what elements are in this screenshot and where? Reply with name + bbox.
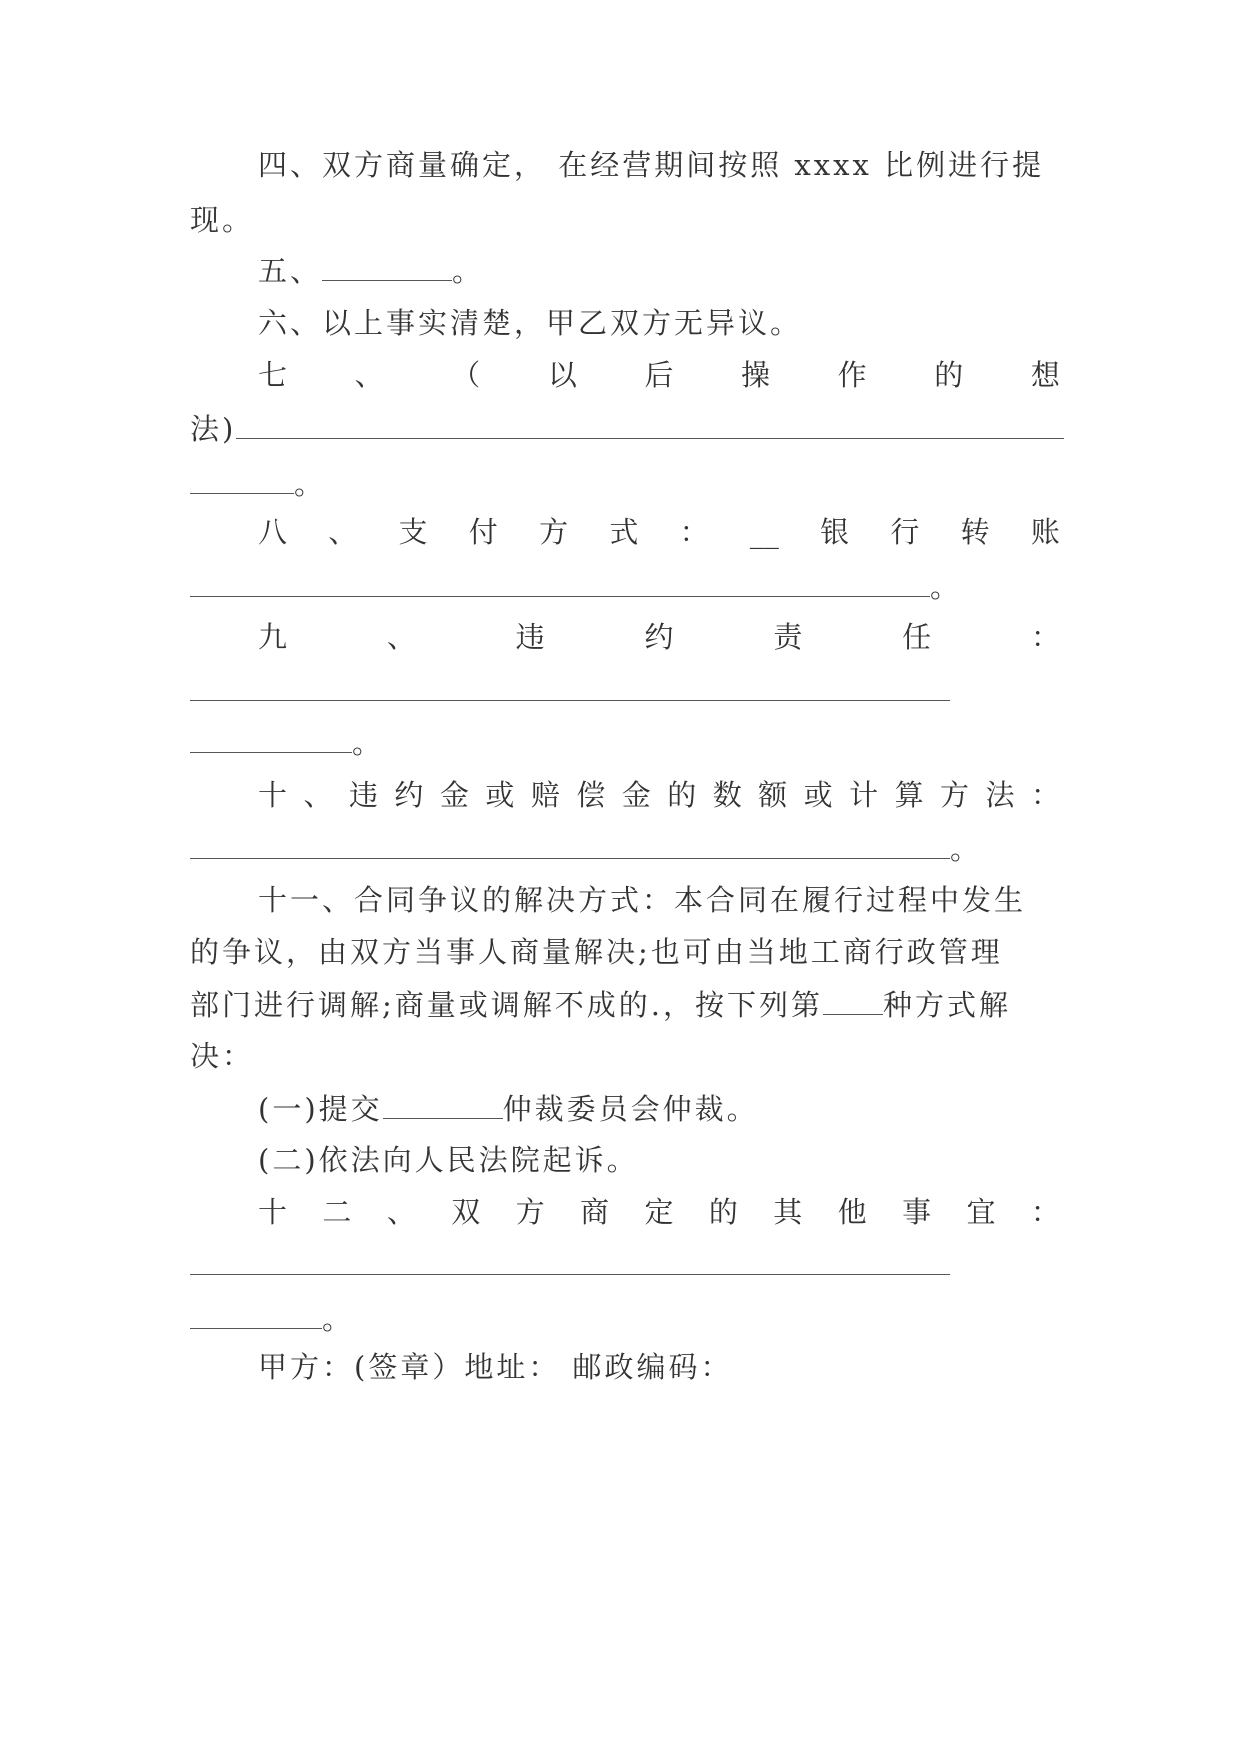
clause-12-blank xyxy=(190,1274,950,1275)
clause-11-choice-end: 种方式解 xyxy=(883,988,1012,1022)
spaced-char: 或 xyxy=(803,778,833,812)
spaced-char: 支 xyxy=(398,515,428,549)
spaced-char: 式 xyxy=(609,515,639,549)
spaced-char: 方 xyxy=(515,1195,545,1229)
spaced-char: 想 xyxy=(1030,358,1060,392)
spaced-char: 方 xyxy=(539,515,569,549)
clause-6: 六、以上事实清楚，甲乙双方无异议。 xyxy=(258,306,803,340)
spaced-char: 的 xyxy=(667,778,697,812)
clause-7-line-1 xyxy=(258,355,1060,395)
spaced-char: 转 xyxy=(960,515,990,549)
spaced-char: 二 xyxy=(322,1195,352,1229)
option-1-label: (一)提交 xyxy=(258,1092,383,1126)
spaced-char: 数 xyxy=(712,778,742,812)
option-1-blank xyxy=(383,1088,503,1119)
clause-12-end: 。 xyxy=(322,1302,355,1336)
party-a-signature-line: 甲方：(签章）地址： 邮政编码： xyxy=(258,1350,733,1384)
clause-8-end: 。 xyxy=(930,570,963,604)
clause-8-blank xyxy=(190,566,930,597)
spaced-char: 账 xyxy=(1030,515,1060,549)
spaced-char: 行 xyxy=(890,515,920,549)
clause-12-line-3 xyxy=(190,1298,1060,1338)
spaced-char: 后 xyxy=(644,358,674,392)
spaced-char: 他 xyxy=(837,1195,867,1229)
clause-11-choice-blank xyxy=(823,984,883,1015)
clause-9-line-1 xyxy=(258,617,1060,657)
clause-11-line-1: 十一、合同争议的解决方式：本合同在履行过程中发生 xyxy=(258,883,1027,917)
spaced-char: 约 xyxy=(394,778,424,812)
spaced-char: 计 xyxy=(849,778,879,812)
spaced-char: 任 xyxy=(902,620,932,654)
spaced-char: 作 xyxy=(837,358,867,392)
clause-9-end: 。 xyxy=(352,726,385,760)
clause-7-blank-cont xyxy=(190,463,294,494)
clause-12-line-1 xyxy=(258,1192,1060,1232)
clause-5-blank xyxy=(322,250,452,281)
clause-11-line-4: 决： xyxy=(190,1039,255,1073)
spaced-char: 责 xyxy=(773,620,803,654)
clause-4-line-1: 四、双方商量确定， 在经营期间按照 xxxx 比例进行提 xyxy=(258,148,1045,182)
spaced-char: 十 xyxy=(258,778,288,812)
spaced-char: 、 xyxy=(303,778,333,812)
spaced-char: 约 xyxy=(644,620,674,654)
clause-5-label: 五、 xyxy=(258,254,323,288)
option-1-text: 仲裁委员会仲裁。 xyxy=(502,1092,759,1126)
clause-7-blank xyxy=(236,408,1064,439)
spaced-char: 宜 xyxy=(966,1195,996,1229)
spaced-char: 、 xyxy=(386,1195,416,1229)
option-1 xyxy=(258,1088,1060,1128)
clause-12-blank-cont xyxy=(190,1298,322,1329)
clause-9-line-3 xyxy=(190,722,1060,762)
clause-10-line-1 xyxy=(258,775,1060,815)
spaced-char: 额 xyxy=(758,778,788,812)
clause-11-choice-text: 部门进行调解;商量或调解不成的.，按下列第 xyxy=(190,988,823,1022)
spaced-char: 事 xyxy=(902,1195,932,1229)
spaced-char: 违 xyxy=(348,778,378,812)
spaced-char: 双 xyxy=(451,1195,481,1229)
spaced-char: 偿 xyxy=(576,778,606,812)
clause-10-blank xyxy=(190,828,950,859)
clause-5 xyxy=(258,250,1060,290)
spaced-char: 以 xyxy=(547,358,577,392)
spaced-char: 十 xyxy=(258,1195,288,1229)
spaced-char: 、 xyxy=(386,620,416,654)
clause-8-line-1 xyxy=(258,512,1060,552)
clause-8-line-2 xyxy=(190,566,1060,606)
spaced-char: 七 xyxy=(258,358,288,392)
spaced-char: 金 xyxy=(621,778,651,812)
spaced-char: ： xyxy=(1030,1195,1060,1229)
spaced-char: 违 xyxy=(515,620,545,654)
spaced-char: 、 xyxy=(354,358,384,392)
spaced-char: 方 xyxy=(940,778,970,812)
clause-7-end: 。 xyxy=(294,467,327,501)
clause-9-blank-cont xyxy=(190,722,352,753)
spaced-char: 赔 xyxy=(530,778,560,812)
spaced-char: 付 xyxy=(468,515,498,549)
spaced-char: 的 xyxy=(934,358,964,392)
spaced-char: 或 xyxy=(485,778,515,812)
spaced-char: 的 xyxy=(708,1195,738,1229)
clause-5-end: 。 xyxy=(452,254,485,288)
clause-11-line-3 xyxy=(190,984,1060,1024)
spaced-char: __ xyxy=(749,515,779,549)
option-2: (二)依法向人民法院起诉。 xyxy=(258,1143,639,1177)
spaced-char: 商 xyxy=(580,1195,610,1229)
clause-4-line-2: 现。 xyxy=(190,203,255,237)
spaced-char: ： xyxy=(1030,620,1060,654)
clause-9-blank xyxy=(190,700,950,701)
clause-10-line-2 xyxy=(190,828,1060,868)
spaced-char: 金 xyxy=(439,778,469,812)
spaced-char: 、 xyxy=(328,515,358,549)
spaced-char: （ xyxy=(451,358,481,392)
clause-11-line-2: 的争议，由双方当事人商量解决;也可由当地工商行政管理 xyxy=(190,935,1003,969)
clause-7-line-2 xyxy=(190,408,1060,448)
clause-10-end: 。 xyxy=(950,832,983,866)
spaced-char: 银 xyxy=(820,515,850,549)
clause-7-label-end: 法) xyxy=(190,412,237,446)
clause-7-line-3 xyxy=(190,463,1060,503)
spaced-char: 定 xyxy=(644,1195,674,1229)
spaced-char: 其 xyxy=(773,1195,803,1229)
spaced-char: 八 xyxy=(258,515,288,549)
spaced-char: 法 xyxy=(985,778,1015,812)
spaced-char: 算 xyxy=(894,778,924,812)
spaced-char: ： xyxy=(679,515,709,549)
spaced-char: 九 xyxy=(258,620,288,654)
spaced-char: 操 xyxy=(741,358,771,392)
spaced-char: ： xyxy=(1030,778,1060,812)
